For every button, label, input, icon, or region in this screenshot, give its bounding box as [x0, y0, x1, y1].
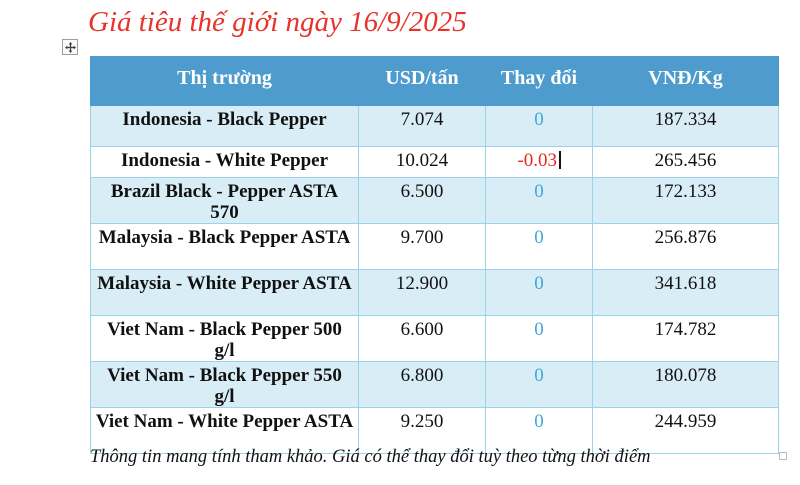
- vnd-cell[interactable]: 341.618: [593, 270, 779, 316]
- vnd-cell[interactable]: 172.133: [593, 178, 779, 224]
- usd-cell[interactable]: 9.700: [359, 224, 486, 270]
- market-cell[interactable]: Viet Nam - White Pepper ASTA: [91, 408, 359, 454]
- table-row: [91, 362, 779, 408]
- table-row: [91, 106, 779, 147]
- vnd-cell[interactable]: 174.782: [593, 316, 779, 362]
- table-row: [91, 270, 779, 316]
- page-title[interactable]: Giá tiêu thế giới ngày 16/9/2025: [88, 6, 467, 38]
- market-cell[interactable]: Viet Nam - Black Pepper 550 g/l: [91, 362, 359, 408]
- change-cell[interactable]: 0: [486, 316, 593, 362]
- change-cell[interactable]: 0: [486, 106, 593, 147]
- column-header-usd[interactable]: USD/tấn: [359, 57, 486, 106]
- table-header-row: [91, 57, 779, 106]
- text-cursor: [559, 151, 561, 169]
- footer-note[interactable]: Thông tin mang tính tham khảo. Giá có thể thay đổi tuỳ theo từng thời điểm: [90, 447, 651, 467]
- usd-cell[interactable]: 6.500: [359, 178, 486, 224]
- column-header-market[interactable]: Thị trường: [91, 57, 359, 106]
- market-cell[interactable]: Malaysia - White Pepper ASTA: [91, 270, 359, 316]
- market-cell[interactable]: Indonesia - Black Pepper: [91, 106, 359, 147]
- four-way-move-icon: [65, 42, 76, 53]
- market-cell[interactable]: Viet Nam - Black Pepper 500 g/l: [91, 316, 359, 362]
- usd-cell[interactable]: 6.800: [359, 362, 486, 408]
- change-cell[interactable]: -0.03: [486, 147, 593, 178]
- price-table: [90, 56, 779, 454]
- market-cell[interactable]: Indonesia - White Pepper: [91, 147, 359, 178]
- table-row: [91, 316, 779, 362]
- vnd-cell[interactable]: 187.334: [593, 106, 779, 147]
- usd-cell[interactable]: 7.074: [359, 106, 486, 147]
- change-cell[interactable]: 0: [486, 178, 593, 224]
- usd-cell[interactable]: 9.250: [359, 408, 486, 454]
- market-cell[interactable]: Brazil Black - Pepper ASTA 570: [91, 178, 359, 224]
- change-cell[interactable]: 0: [486, 408, 593, 454]
- market-cell[interactable]: Malaysia - Black Pepper ASTA: [91, 224, 359, 270]
- usd-cell[interactable]: 6.600: [359, 316, 486, 362]
- table-resize-handle[interactable]: [779, 452, 787, 460]
- vnd-cell[interactable]: 256.876: [593, 224, 779, 270]
- price-table-body: [91, 106, 779, 454]
- change-cell[interactable]: 0: [486, 270, 593, 316]
- table-row: [91, 178, 779, 224]
- column-header-vnd[interactable]: VNĐ/Kg: [593, 57, 779, 106]
- table-row: [91, 147, 779, 178]
- change-cell[interactable]: 0: [486, 362, 593, 408]
- column-header-change[interactable]: Thay đổi: [486, 57, 593, 106]
- table-row: [91, 224, 779, 270]
- usd-cell[interactable]: 12.900: [359, 270, 486, 316]
- change-cell[interactable]: 0: [486, 224, 593, 270]
- vnd-cell[interactable]: 180.078: [593, 362, 779, 408]
- table-move-handle[interactable]: [62, 39, 78, 55]
- vnd-cell[interactable]: 265.456: [593, 147, 779, 178]
- usd-cell[interactable]: 10.024: [359, 147, 486, 178]
- vnd-cell[interactable]: 244.959: [593, 408, 779, 454]
